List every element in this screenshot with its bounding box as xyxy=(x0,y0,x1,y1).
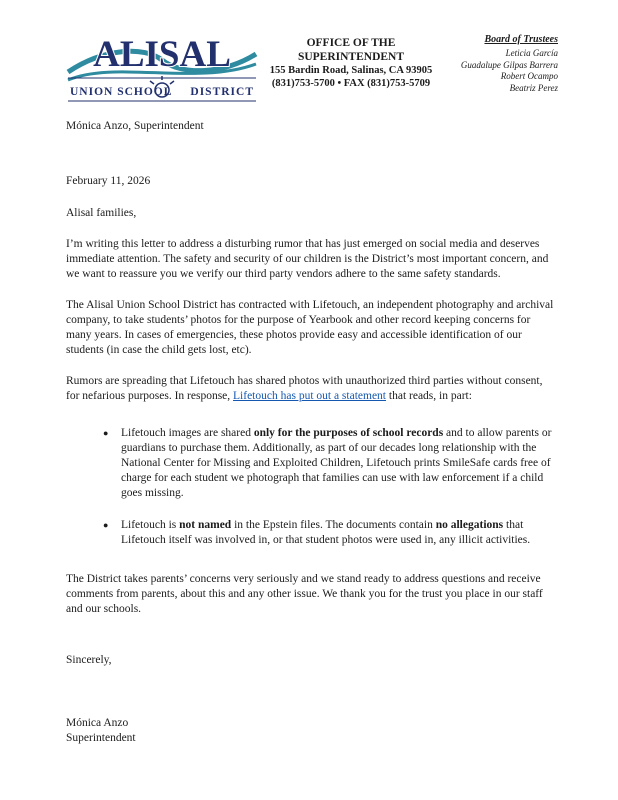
lifetouch-statement-link[interactable]: Lifetouch has put out a statement xyxy=(233,390,387,402)
board-of-trustees-block xyxy=(440,26,558,94)
paragraph-intro: I’m writing this letter to address a disturbing rumor that has just emerged on social media and deserves immediate attention. The safety and security of our children is the District’s most important concern, and we want to reassure you we verify our third party vendors adhere to the same safety standards. xyxy=(66,238,549,280)
paragraph-rumors xyxy=(66,374,558,404)
text-segment: Rumors are spreading that Lifetouch has shared photos with unauthorized third parties without consent, for nefarious purposes. In response, xyxy=(66,375,543,402)
bold-text: not named xyxy=(179,519,232,531)
sign-off: Sincerely, xyxy=(66,654,112,666)
text-segment: and to allow parents or guardians to purchase them. Additionally, as part of our decades long relationship with the National Center for Missing and Exploited Children, Lifetouch prints SmileSafe cards free of charge for each student we photograph that families can use with law enforcement if a child goes missing. xyxy=(121,427,552,499)
letterhead xyxy=(66,26,558,106)
bullet-item xyxy=(103,518,558,548)
text-segment: in the Epstein files. The documents contain xyxy=(231,519,436,531)
board-title: Board of Trustees xyxy=(484,34,558,45)
signature-title: Superintendent xyxy=(66,732,136,744)
logo-sub-left: UNION SCHOOL xyxy=(70,86,173,98)
board-member: Robert Ocampo xyxy=(500,71,558,81)
text-segment: that Lifetouch itself was involved in, or that student photos were used in, any illicit activities. xyxy=(121,519,531,546)
office-block xyxy=(262,26,440,90)
paragraph-closing: The District takes parents’ concerns very seriously and we stand ready to address questions and receive comments from parents, about this and any other issue. We thank you for the trust you place in our staff and our schools. xyxy=(66,573,543,615)
logo-wordmark: ALISAL xyxy=(93,34,231,75)
text-segment: Lifetouch images are shared xyxy=(121,427,254,439)
district-logo-graphic xyxy=(66,26,258,106)
office-address: 155 Bardin Road, Salinas, CA 93905 xyxy=(269,65,433,76)
board-member: Leticia García xyxy=(505,48,558,58)
bold-text: only for the purposes of school records xyxy=(253,427,444,439)
bullet-icon: ● xyxy=(103,428,109,438)
signature-name: Mónica Anzo xyxy=(66,717,129,729)
text-segment: that reads, in part: xyxy=(386,390,472,402)
date-line: February 11, 2026 xyxy=(66,175,151,187)
salutation: Alisal families, xyxy=(66,207,137,219)
bullet-item xyxy=(103,426,558,501)
text-segment: Lifetouch is xyxy=(121,519,180,531)
board-member: Guadalupe Gilpas Barrera xyxy=(460,59,558,70)
logo-sub-right: DISTRICT xyxy=(190,86,254,98)
office-phone: (831)753-5700 • FAX (831)753-5709 xyxy=(271,78,431,89)
board-member: Beatriz Perez xyxy=(509,82,558,93)
bullet-text xyxy=(121,518,558,548)
bullet-icon: ● xyxy=(103,520,109,530)
bold-text: no allegations xyxy=(435,519,504,531)
superintendent-line: Mónica Anzo, Superintendent xyxy=(66,120,204,132)
district-logo xyxy=(66,26,262,106)
paragraph-lifetouch: The Alisal Union School District has contracted with Lifetouch, an independent photography and archival company, to take students’ photos for the purpose of Yearbook and other record keeping concerns for many years. In cases of emergencies, these photos provide easy and accessible identification of our students (in case the child gets lost, etc). xyxy=(66,299,554,356)
bullet-text xyxy=(121,426,558,501)
letter-body xyxy=(66,119,558,746)
office-title: OFFICE OF THE SUPERINTENDENT xyxy=(297,37,405,63)
statement-bullet-list xyxy=(66,426,558,548)
